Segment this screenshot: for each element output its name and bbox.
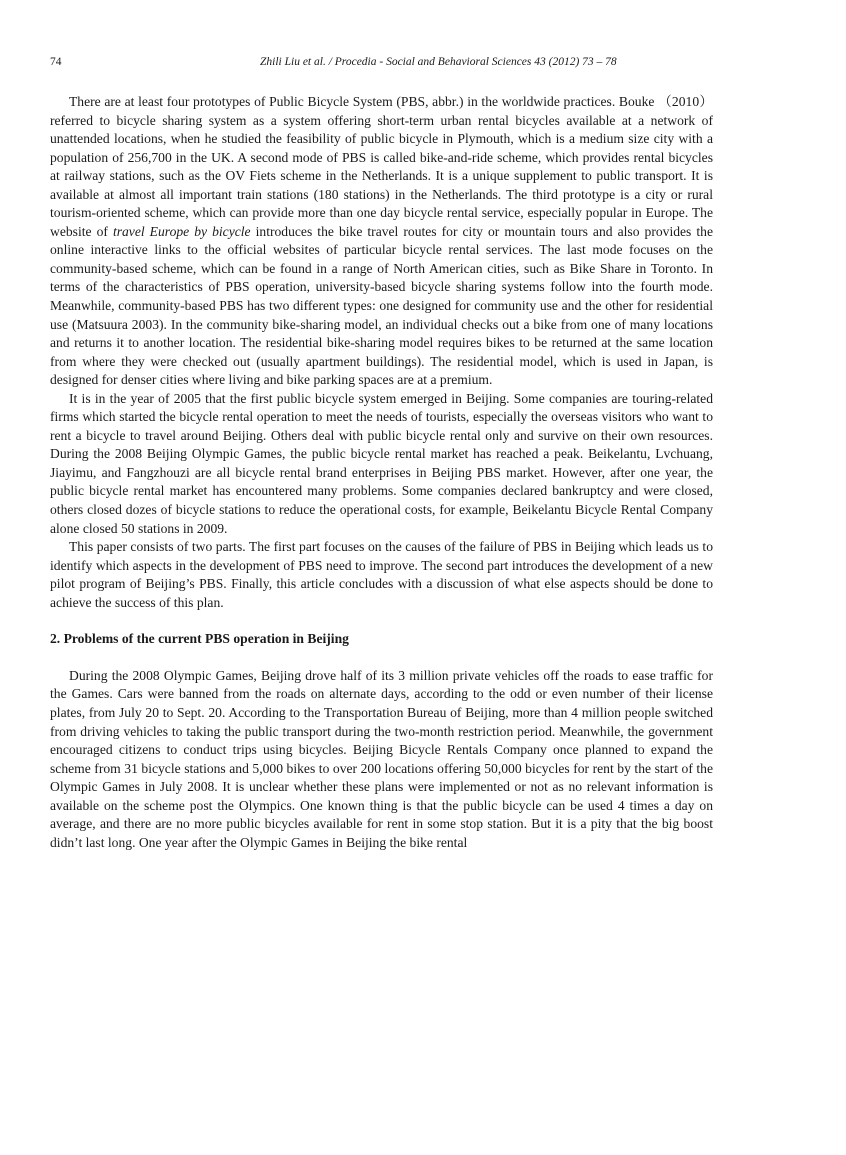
paragraph-olympic-games: During the 2008 Olympic Games, Beijing drove half of its 3 million private vehicles off the roads to ease traffic for the Games. Cars were banned from the roads on alternate days, according to the odd or even number of their license plates, from July 20 to Sept. 20. According to the Transportation Bureau of Beijing, more than 4 million people switched from driving vehicles to taking the public transport during the two-month restriction period. Meanwhile, the government encouraged citizens to conduct trips using bicycles. Beijing Bicycle Rentals Company once planned to expand the scheme from 31 bicycle stations and 5,000 bikes to over 200 locations offering 50,000 bicycles for rent by the start of the Olympic Games in July 2008. It is unclear whether these plans were implemented or not as no relevant information is available on the scheme post the Olympics. One known thing is that the public bicycle can be used 4 times a day on average, and there are no more public bicycles available for rent in some stop station. But it is a pity that the big boost didn’t last long. One year after the Olympic Games in Beijing the bike rental bbox=[50, 667, 713, 850]
paragraph-prototypes-text-2: introduces the bike travel routes for city or mountain tours and also provides the online interactive links to the official websites of particular bicycle rental services. The last mode focuses on the community-based scheme, which can be found in a range of North American cities, such as Bike Share in Toronto. In terms of the characteristics of PBS operation, university-based bicycle sharing systems follow into the fourth mode. Meanwhile, community-based PBS has two different types: one designed for community use and the other for residential use (Matsuura 2003). In the community bike-sharing model, an individual checks out a bike from one of many locations and returns it to another location. The residential bike-sharing model requires bikes to be returned at the same location from where they were checked out (usually apartment buildings). The residential model, which is used in Japan, is designed for denser cities where living and bike parking spaces are at a premium. bbox=[50, 223, 713, 388]
paper-page bbox=[50, 0, 713, 852]
article-body bbox=[50, 93, 713, 852]
section-heading: 2. Problems of the current PBS operation in Beijing bbox=[50, 631, 349, 647]
italic-website-title: travel Europe by bicycle bbox=[112, 223, 251, 239]
page-number: 74 bbox=[50, 56, 62, 68]
paragraph-prototypes bbox=[50, 93, 713, 390]
paragraph-prototypes-text-1: There are at least four prototypes of Public Bicycle System (PBS, abbr.) in the worldwide practices. Bouke （2010）referred to bicycle sharing system as a system offering short-term urban rental bicycles available at a network of unattended locations, when he studied the feasibility of public bicycle in Plymouth, which is a medium size city with a population of 256,700 in the UK. A second mode of PBS is called bike-and-ride scheme, which provides rental bicycles at railway stations, such as the OV Fiets scheme in the Netherlands. It is a unique supplement to public transport. It is available at almost all important train stations (180 stations) in the Netherlands. The third prototype is a city or rural tourism-oriented scheme, which can provide more than one day bicycle rental service, especially popular in Europe. The website of bbox=[50, 94, 713, 239]
journal-reference: Zhili Liu et al. / Procedia - Social and Behavioral Sciences 43 (2012) 73 – 78 bbox=[260, 56, 617, 68]
paragraph-beijing-history: It is in the year of 2005 that the first public bicycle system emerged in Beijing. Some companies are touring-related firms which started the bicycle rental operation to meet the needs of tourists, especially the overseas visitors who want to rent a bicycle to travel around Beijing. Others deal with public bicycle rental only and survive on their own resources. During the 2008 Beijing Olympic Games, the public bicycle rental market has reached a peak. Beikelantu, Lvchuang, Jiayimu, and Fangzhouzi are all bicycle rental brand enterprises in Beijing PBS market. However, after one year, the public bicycle rental market has encountered many problems. Some companies declared bankruptcy and were closed, others closed dozes of bicycle stations to reduce the operational costs, for example, Beikelantu Bicycle Rental Company alone closed 50 stations in 2009. bbox=[50, 390, 713, 536]
running-header bbox=[50, 56, 713, 76]
paragraph-paper-structure: This paper consists of two parts. The first part focuses on the causes of the failure of PBS in Beijing which leads us to identify which aspects in the development of PBS need to improve. The second part introduces the development of a new pilot program of Beijing’s PBS. Finally, this article concludes with a discussion of what else aspects should be done to achieve the success of this plan. bbox=[50, 539, 713, 610]
